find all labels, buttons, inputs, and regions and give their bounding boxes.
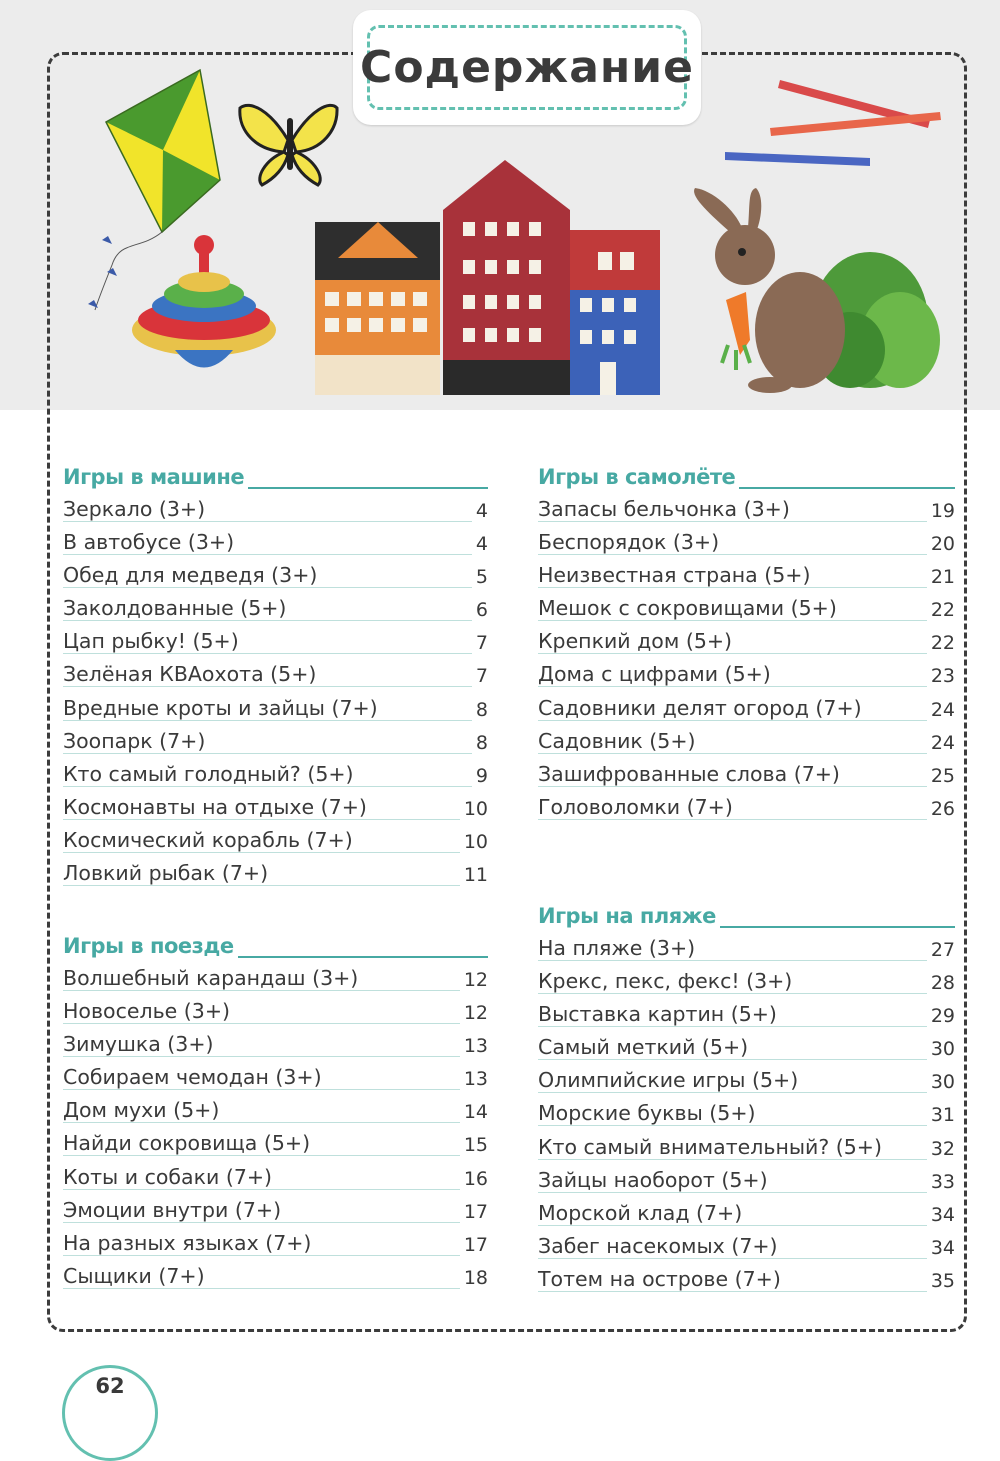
- section-heading: [538, 463, 955, 497]
- entry-page-number: 26: [927, 798, 955, 820]
- entry-leader-line: [538, 1192, 955, 1193]
- toc-entry[interactable]: [63, 1231, 488, 1264]
- section-title: Игры в самолёте: [538, 465, 739, 489]
- entry-page-number: 17: [460, 1201, 488, 1223]
- entry-title: Заколдованные (5+): [63, 596, 292, 620]
- toc-entry[interactable]: [538, 1135, 955, 1168]
- entry-leader-line: [538, 993, 955, 994]
- toc-entry[interactable]: [538, 1234, 955, 1267]
- entry-page-number: 24: [927, 699, 955, 721]
- toc-entry[interactable]: [63, 729, 488, 762]
- entry-title: Тотем на острове (7+): [538, 1267, 787, 1291]
- entry-title: Крекс, пекс, фекс! (3+): [538, 969, 798, 993]
- entry-title: Морской клад (7+): [538, 1201, 748, 1225]
- entry-page-number: 35: [927, 1270, 955, 1292]
- toc-entry[interactable]: [63, 596, 488, 629]
- entry-title: Садовники делят огород (7+): [538, 696, 868, 720]
- entry-title: Космонавты на отдыхе (7+): [63, 795, 373, 819]
- toc-entry[interactable]: [538, 563, 955, 596]
- entry-title: Крепкий дом (5+): [538, 629, 738, 653]
- entry-leader-line: [538, 1059, 955, 1060]
- entry-page-number: 11: [460, 864, 488, 886]
- entry-page-number: 34: [927, 1204, 955, 1226]
- entry-page-number: 10: [460, 831, 488, 853]
- entry-title: Космический корабль (7+): [63, 828, 359, 852]
- entry-title: Дома с цифрами (5+): [538, 662, 777, 686]
- entry-leader-line: [538, 686, 955, 687]
- toc-entry[interactable]: [538, 1002, 955, 1035]
- entry-leader-line: [63, 852, 488, 853]
- entry-leader-line: [538, 620, 955, 621]
- entry-leader-line: [538, 653, 955, 654]
- section-car: [63, 463, 488, 894]
- page-title: Содержание: [360, 42, 694, 93]
- entry-title: Ловкий рыбак (7+): [63, 861, 274, 885]
- entry-leader-line: [63, 1056, 488, 1057]
- toc-entry[interactable]: [63, 1098, 488, 1131]
- entry-page-number: 21: [927, 566, 955, 588]
- entry-leader-line: [63, 1222, 488, 1223]
- toc-entry[interactable]: [63, 497, 488, 530]
- entry-title: Коты и собаки (7+): [63, 1165, 278, 1189]
- toc-entry[interactable]: [63, 530, 488, 563]
- entry-page-number: 32: [927, 1138, 955, 1160]
- entry-page-number: 27: [927, 939, 955, 961]
- entry-title: Морские буквы (5+): [538, 1101, 762, 1125]
- page-number: 62: [95, 1374, 125, 1398]
- entry-leader-line: [538, 554, 955, 555]
- entry-title: Зелёная КВАохота (5+): [63, 662, 322, 686]
- entry-title: Головоломки (7+): [538, 795, 739, 819]
- entry-leader-line: [63, 554, 488, 555]
- entry-leader-line: [63, 753, 488, 754]
- section-heading: [63, 463, 488, 497]
- section-title: Игры на пляже: [538, 904, 720, 928]
- entry-title: Вредные кроты и зайцы (7+): [63, 696, 384, 720]
- section-title: Игры в поезде: [63, 934, 238, 958]
- entry-page-number: 7: [472, 665, 488, 687]
- entry-title: Волшебный карандаш (3+): [63, 966, 364, 990]
- entry-title: Выставка картин (5+): [538, 1002, 783, 1026]
- toc-entry[interactable]: [63, 861, 488, 894]
- entry-page-number: 22: [927, 632, 955, 654]
- entry-leader-line: [63, 653, 488, 654]
- entry-title: Найди сокровища (5+): [63, 1131, 316, 1155]
- entry-page-number: 14: [460, 1101, 488, 1123]
- toc-entry[interactable]: [63, 762, 488, 795]
- entry-leader-line: [63, 620, 488, 621]
- entry-leader-line: [538, 1125, 955, 1126]
- entry-title: Олимпийские игры (5+): [538, 1068, 804, 1092]
- entry-title: Запасы бельчонка (3+): [538, 497, 796, 521]
- entry-title: Мешок с сокровищами (5+): [538, 596, 843, 620]
- toc-entry[interactable]: [538, 1101, 955, 1134]
- entry-page-number: 25: [927, 765, 955, 787]
- toc-entry[interactable]: [538, 1035, 955, 1068]
- entry-leader-line: [538, 1159, 955, 1160]
- toc-entry[interactable]: [63, 795, 488, 828]
- entry-title: Кто самый голодный? (5+): [63, 762, 360, 786]
- entry-page-number: 30: [927, 1071, 955, 1093]
- toc-entry[interactable]: [538, 1267, 955, 1300]
- entry-title: Самый меткий (5+): [538, 1035, 754, 1059]
- entry-leader-line: [63, 990, 488, 991]
- entry-title: Зеркало (3+): [63, 497, 211, 521]
- section-heading: [538, 902, 955, 936]
- entry-leader-line: [63, 686, 488, 687]
- toc-entry[interactable]: [63, 999, 488, 1032]
- entry-page-number: 6: [472, 599, 488, 621]
- entry-page-number: 12: [460, 969, 488, 991]
- entry-title: Садовник (5+): [538, 729, 702, 753]
- entry-leader-line: [63, 521, 488, 522]
- entry-title: Беспорядок (3+): [538, 530, 725, 554]
- entry-title: Новоселье (3+): [63, 999, 236, 1023]
- toc-entry[interactable]: [538, 795, 955, 828]
- section-heading: [63, 932, 488, 966]
- entry-page-number: 23: [927, 665, 955, 687]
- entry-leader-line: [538, 1026, 955, 1027]
- entry-page-number: 13: [460, 1068, 488, 1090]
- toc-entry[interactable]: [63, 1198, 488, 1231]
- entry-leader-line: [63, 1189, 488, 1190]
- entry-title: Забег насекомых (7+): [538, 1234, 784, 1258]
- entry-leader-line: [63, 1122, 488, 1123]
- entry-title: Собираем чемодан (3+): [63, 1065, 328, 1089]
- toc-entry[interactable]: [538, 1201, 955, 1234]
- entry-leader-line: [63, 720, 488, 721]
- entry-page-number: 15: [460, 1134, 488, 1156]
- toc-entry[interactable]: [63, 1131, 488, 1164]
- toc-entry[interactable]: [538, 936, 955, 969]
- entry-leader-line: [538, 819, 955, 820]
- entry-page-number: 9: [472, 765, 488, 787]
- section-plane: [538, 463, 955, 828]
- entry-page-number: 24: [927, 732, 955, 754]
- toc-entry[interactable]: [538, 1068, 955, 1101]
- section-train: [63, 932, 488, 1297]
- toc-entry[interactable]: [538, 696, 955, 729]
- entry-page-number: 19: [927, 500, 955, 522]
- entry-leader-line: [538, 1225, 955, 1226]
- toc-entry[interactable]: [63, 563, 488, 596]
- entry-page-number: 33: [927, 1171, 955, 1193]
- entry-page-number: 17: [460, 1234, 488, 1256]
- toc-entry[interactable]: [63, 1264, 488, 1297]
- toc-entry[interactable]: [538, 729, 955, 762]
- entry-page-number: 31: [927, 1104, 955, 1126]
- entry-page-number: 28: [927, 972, 955, 994]
- toc-entry[interactable]: [63, 1065, 488, 1098]
- entry-title: В автобусе (3+): [63, 530, 240, 554]
- entry-leader-line: [63, 885, 488, 886]
- entry-page-number: 8: [472, 732, 488, 754]
- entry-page-number: 16: [460, 1168, 488, 1190]
- entry-title: Дом мухи (5+): [63, 1098, 225, 1122]
- toc-entry[interactable]: [538, 662, 955, 695]
- entry-page-number: 10: [460, 798, 488, 820]
- entry-title: Зимушка (3+): [63, 1032, 220, 1056]
- toc-entry[interactable]: [63, 828, 488, 861]
- toc-entry[interactable]: [63, 1165, 488, 1198]
- entry-title: На пляже (3+): [538, 936, 701, 960]
- toc-entry[interactable]: [63, 696, 488, 729]
- entry-leader-line: [63, 587, 488, 588]
- entry-title: Зоопарк (7+): [63, 729, 211, 753]
- title-border: [360, 25, 694, 110]
- toc-entry[interactable]: [63, 966, 488, 999]
- entry-leader-line: [63, 819, 488, 820]
- entry-title: Кто самый внимательный? (5+): [538, 1135, 888, 1159]
- entry-leader-line: [63, 1089, 488, 1090]
- entry-leader-line: [538, 1258, 955, 1259]
- entry-leader-line: [538, 786, 955, 787]
- entry-page-number: 4: [472, 500, 488, 522]
- entry-leader-line: [538, 720, 955, 721]
- entry-page-number: 20: [927, 533, 955, 555]
- entry-title: Зайцы наоборот (5+): [538, 1168, 774, 1192]
- entry-page-number: 22: [927, 599, 955, 621]
- toc-entry[interactable]: [538, 1168, 955, 1201]
- entry-leader-line: [538, 960, 955, 961]
- entry-title: Сыщики (7+): [63, 1264, 211, 1288]
- entry-title: Зашифрованные слова (7+): [538, 762, 846, 786]
- entry-leader-line: [538, 753, 955, 754]
- section-title: Игры в машине: [63, 465, 248, 489]
- toc-entry[interactable]: [63, 1032, 488, 1065]
- entry-title: Неизвестная страна (5+): [538, 563, 816, 587]
- toc-entry[interactable]: [538, 497, 955, 530]
- entry-leader-line: [63, 1288, 488, 1289]
- toc-entry[interactable]: [63, 662, 488, 695]
- toc-entry[interactable]: [538, 629, 955, 662]
- entry-leader-line: [63, 1023, 488, 1024]
- entry-page-number: 30: [927, 1038, 955, 1060]
- entry-title: На разных языках (7+): [63, 1231, 317, 1255]
- toc-entry[interactable]: [63, 629, 488, 662]
- entry-title: Эмоции внутри (7+): [63, 1198, 287, 1222]
- entry-page-number: 18: [460, 1267, 488, 1289]
- entry-title: Цап рыбку! (5+): [63, 629, 245, 653]
- entry-leader-line: [63, 1155, 488, 1156]
- entry-leader-line: [538, 1092, 955, 1093]
- entry-page-number: 29: [927, 1005, 955, 1027]
- entry-page-number: 5: [472, 566, 488, 588]
- entry-page-number: 12: [460, 1002, 488, 1024]
- entry-page-number: 8: [472, 699, 488, 721]
- entry-leader-line: [538, 587, 955, 588]
- entry-page-number: 13: [460, 1035, 488, 1057]
- entry-page-number: 34: [927, 1237, 955, 1259]
- title-card: [353, 10, 701, 125]
- toc-entry[interactable]: [538, 530, 955, 563]
- toc-entry[interactable]: [538, 762, 955, 795]
- entry-leader-line: [538, 521, 955, 522]
- section-beach: [538, 902, 955, 1300]
- entry-page-number: 7: [472, 632, 488, 654]
- entry-leader-line: [63, 786, 488, 787]
- entry-leader-line: [63, 1255, 488, 1256]
- entry-page-number: 4: [472, 533, 488, 555]
- entry-title: Обед для медведя (3+): [63, 563, 323, 587]
- entry-leader-line: [538, 1291, 955, 1292]
- toc-entry[interactable]: [538, 969, 955, 1002]
- toc-entry[interactable]: [538, 596, 955, 629]
